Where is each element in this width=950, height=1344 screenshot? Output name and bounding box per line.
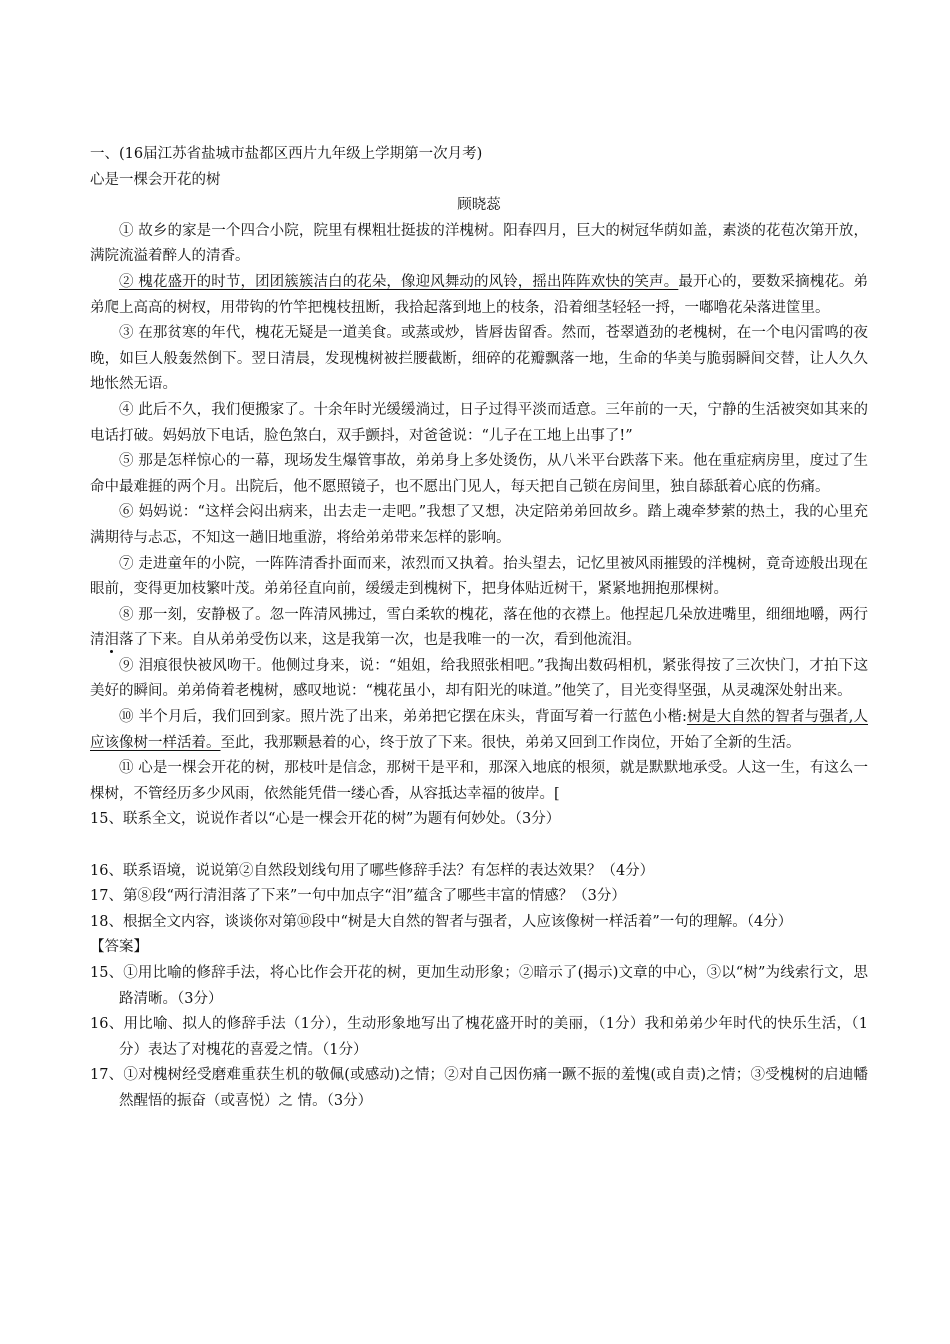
paragraph-1: ① 故乡的家是一个四合小院，院里有棵粗壮挺拔的洋槐树。阳春四月，巨大的树冠华荫如盖，素淡的花苞次第开放，满院流溢着醉人的清香。 <box>90 222 868 265</box>
answer-17: 17、①对槐树经受磨难重获生机的敬佩(或感动)之情；②对自己因伤痛一蹶不振的羞愧(或自责)之情；③受槐树的启迪幡然醒悟的振奋（或喜悦）之 情。（3分） <box>90 1067 868 1109</box>
paragraph-11: ⑪ 心是一棵会开花的树，那枝叶是信念，那树干是平和，那深入地底的根须，就是默默地承受。人这一生，有这么一棵树，不管经历多少风雨，依然能凭借一缕心香，从容抵达幸福的彼岸。[ <box>90 760 868 802</box>
article-title: 心是一棵会开花的树 <box>90 171 221 188</box>
paragraph-2: ② 槐花盛开的时节，团团簇簇洁白的花朵，像迎风舞动的风铃，摇出阵阵欢快的笑声。最开心的，要数采摘槐花。弟弟爬上高高的树杈，用带钩的竹竿把槐枝扭断，我拾起落到地上的枝条，沿着细茎轻轻一捋，一嘟噜花朵落进筐里。 <box>90 273 869 316</box>
source-line: 一、(16届江苏省盐城市盐都区西片九年级上学期第一次月考) <box>90 146 483 162</box>
question-16: 16、联系语境，说说第②自然段划线句用了哪些修辞手法？有怎样的表达效果？（4分） <box>90 862 655 879</box>
question-18: 18、根据全文内容，谈谈你对第⑩段中“树是大自然的智者与强者，人应该像树一样活着”一句的理解。（4分） <box>90 913 793 930</box>
document-page <box>90 142 868 1115</box>
underlined-sentence: ② 槐花盛开的时节，团团簇簇洁白的花朵，像迎风舞动的风铃，摇出阵阵欢快的笑声。 <box>119 273 679 290</box>
answer-15: 15、①用比喻的修辞手法，将心比作会开花的树，更加生动形象；②暗示了(揭示)文章的中心，③以“树”为线索行文，思路清晰。（3分） <box>90 965 868 1007</box>
paragraph-5: ⑤ 那是怎样惊心的一幕，现场发生爆管事故，弟弟身上多处烫伤，从八米平台跌落下来。他在重症病房里，度过了生命中最难捱的两个月。出院后，他不愿照镜子，也不愿出门见人，每天把自己锁在房间里，独自舔舐着心底的伤痛。 <box>90 453 868 495</box>
question-17: 17、第⑧段“两行清泪落了下来”一句中加点字“泪”蕴含了哪些丰富的情感？（3分） <box>90 888 626 905</box>
paragraph-6: ⑥ 妈妈说：“这样会闷出病来，出去走一走吧。”我想了又想，决定陪弟弟回故乡。踏上魂牵梦萦的热土，我的心里充满期待与忐忑，不知这一趟旧地重游，将给弟弟带来怎样的影响。 <box>90 504 868 546</box>
answer-16: 16、用比喻、拟人的修辞手法（1分），生动形象地写出了槐花盛开时的美丽，（1分）我和弟弟少年时代的快乐生活，（1分）表达了对槐花的喜爱之情。（1分） <box>90 1016 868 1058</box>
paragraph-8: ⑧ 那一刻，安静极了。忽一阵清风拂过，雪白柔软的槐花，落在他的衣襟上。他捏起几朵放进嘴里，细细地嚼，两行清泪落了下来。自从弟弟受伤以来，这是我第一次，也是我唯一的一次，看到他流泪。 <box>90 606 868 649</box>
paragraph-3: ③ 在那贫寒的年代，槐花无疑是一道美食。或蒸或炒，皆唇齿留香。然而，苍翠遒劲的老槐树，在一个电闪雷鸣的夜晚，如巨人般轰然倒下。翌日清晨，发现槐树被拦腰截断，细碎的花瓣飘落一地，生命的华美与脆弱瞬间交替，让人久久地怅然无语。 <box>90 325 868 393</box>
paragraph-9: ⑨ 泪痕很快被风吻干。他侧过身来，说：“姐姐，给我照张相吧。”我掏出数码相机，紧张得按了三次快门，才拍下这美好的瞬间。弟弟倚着老槐树，感叹地说：“槐花虽小，却有阳光的味道。”他笑了，目光变得坚强，从灵魂深处射出来。 <box>90 657 868 700</box>
paragraph-7: ⑦ 走进童年的小院，一阵阵清香扑面而来，浓烈而又执着。抬头望去，记忆里被风雨摧毁的洋槐树，竟奇迹般出现在眼前，变得更加枝繁叶茂。弟弟径直向前，缓缓走到槐树下，把身体贴近树干，紧紧地拥抱那棵树。 <box>90 555 868 598</box>
answer-space <box>90 833 868 859</box>
paragraph-10: ⑩ 半个月后，我们回到家。照片洗了出来，弟弟把它摆在床头，背面写着一行蓝色小楷:树是大自然的智者与强者,人应该像树一样活着。至此，我那颗悬着的心，终于放了下来。很快，弟弟又回到工作岗位，开始了全新的生活。 <box>90 709 869 751</box>
dotted-character: 泪 <box>104 632 119 649</box>
underlined-sentence: 树是大自然的智者与强者,人应该像树一样活着。 <box>90 709 869 751</box>
answer-heading: 【答案】 <box>90 939 148 956</box>
article-author: 顾晓蕊 <box>457 197 501 214</box>
question-15: 15、联系全文，说说作者以“心是一棵会开花的树”为题有何妙处。（3分） <box>90 811 561 828</box>
paragraph-4: ④ 此后不久，我们便搬家了。十余年时光缓缓淌过，日子过得平淡而适意。三年前的一天，宁静的生活被突如其来的电话打破。妈妈放下电话，脸色煞白，双手颤抖，对爸爸说：“儿子在工地上出事了!” <box>90 401 868 444</box>
